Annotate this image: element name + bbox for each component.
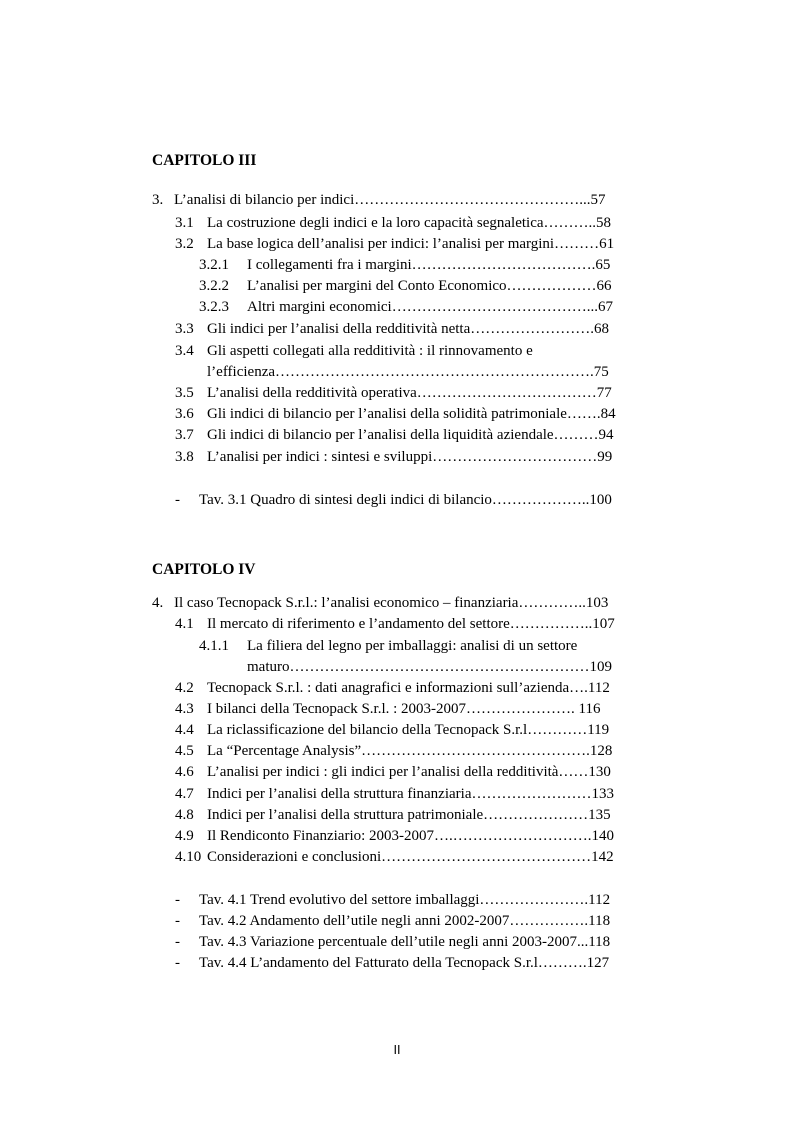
toc-entry-text: La filiera del legno per imballaggi: analisi di un settore [247,638,578,654]
toc-entry [175,723,609,738]
toc-table-entry [175,935,610,950]
toc-entry-text: Considerazioni e conclusioni……………………………………142 [207,849,614,865]
toc-entry-text: L’analisi per indici : gli indici per l’analisi della redditività……130 [207,764,611,780]
toc-entry-number: 4.3 [175,701,194,717]
toc-entry-number: 3.2.1 [199,257,229,273]
toc-entry-text: L’analisi della redditività operativa………………………………77 [207,385,612,401]
page-number: II [393,1043,401,1057]
toc-entry-continuation [247,660,612,675]
toc-entry-text: Tav. 4.4 L’andamento del Fatturato della Tecnopack S.r.l……….127 [199,955,610,971]
toc-entry-number: 4.9 [175,828,194,844]
toc-entry-number: 3.6 [175,406,194,422]
toc-entry-number: 3.2.3 [199,299,229,315]
toc-entry-number: 3.2 [175,236,194,252]
toc-entry-text: Tav. 4.1 Trend evolutivo del settore imballaggi………………….112 [199,892,611,908]
toc-entry [175,407,616,422]
toc-entry-text: Il caso Tecnopack S.r.l.: l’analisi economico – finanziaria…………..103 [174,595,609,611]
toc-table-entry [175,493,612,508]
toc-entry-text: La riclassificazione del bilancio della Tecnopack S.r.l…………119 [207,722,610,738]
toc-entry-number: 3. [152,192,164,208]
toc-entry-number: 3.4 [175,343,194,359]
toc-entry [175,850,614,865]
toc-entry-text: I collegamenti fra i margini……………………………….65 [247,257,611,273]
toc-entry [175,702,600,717]
toc-entry [175,344,533,359]
toc-entry-number: 4.6 [175,764,194,780]
toc-entry [175,617,615,632]
toc-entry-text: Indici per l’analisi della struttura finanziaria……………………133 [207,786,614,802]
toc-entry-number: 4.8 [175,807,194,823]
toc-entry [175,386,612,401]
toc-entry-text: maturo……………………………………………………109 [247,659,612,675]
toc-entry-text: Gli indici per l’analisi della redditività netta…………………….68 [207,321,609,337]
toc-entry-text: Tav. 4.2 Andamento dell’utile negli anni 2002-2007…………….118 [199,913,611,929]
toc-entry [175,450,612,465]
toc-entry [175,765,611,780]
toc-entry-text: La base logica dell’analisi per indici: l’analisi per margini………61 [207,236,615,252]
toc-entry-number: 4.10 [175,849,202,865]
toc-entry-number: 4.2 [175,680,194,696]
toc-entry-continuation [207,365,609,380]
toc-entry [199,258,610,273]
toc-entry [175,237,614,252]
toc-entry-bullet: - [175,492,180,508]
toc-entry-bullet: - [175,955,180,971]
toc-entry-number: 4.1 [175,616,194,632]
toc-entry-text: Tav. 4.3 Variazione percentuale dell’utile negli anni 2003-2007...118 [199,934,611,950]
toc-entry [152,596,608,611]
toc-entry-text: Tecnopack S.r.l. : dati anagrafici e informazioni sull’azienda….112 [207,680,610,696]
toc-entry-text: Altri margini economici…………………………………...67 [247,299,613,315]
toc-entry [175,322,609,337]
toc-entry-number: 4. [152,595,164,611]
chapter-3-title: CAPITOLO III [152,152,257,169]
toc-entry [175,681,610,696]
toc-entry-number: 4.1.1 [199,638,229,654]
toc-entry-text: Il Rendiconto Finanziario: 2003-2007….……………………….140 [207,828,615,844]
toc-table-entry [175,956,609,971]
toc-table-entry [175,914,610,929]
toc-entry-text: Tav. 3.1 Quadro di sintesi degli indici di bilancio………………..100 [199,492,612,508]
toc-table-entry [175,893,610,908]
toc-entry [152,193,605,208]
toc-entry-number: 4.5 [175,743,194,759]
toc-entry-text: La costruzione degli indici e la loro capacità segnaletica………..58 [207,215,612,231]
toc-entry-number: 3.5 [175,385,194,401]
toc-entry-text: Gli indici di bilancio per l’analisi della solidità patrimoniale…….84 [207,406,616,422]
toc-entry [175,216,611,231]
toc-entry-text: Il mercato di riferimento e l’andamento del settore……………..107 [207,616,615,632]
toc-entry [175,829,614,844]
toc-entry [175,428,614,443]
toc-entry-bullet: - [175,913,180,929]
toc-entry-number: 4.7 [175,786,194,802]
toc-entry-bullet: - [175,892,180,908]
toc-entry [175,787,614,802]
toc-entry-text: La “Percentage Analysis”……………………………………….128 [207,743,613,759]
toc-entry [175,808,611,823]
toc-entry-number: 3.8 [175,449,194,465]
toc-entry-number: 4.4 [175,722,194,738]
toc-entry [199,639,577,654]
toc-entry [199,300,613,315]
toc-entry-text: L’analisi per indici : sintesi e sviluppi……………………………99 [207,449,613,465]
toc-entry-text: Gli indici di bilancio per l’analisi della liquidità aziendale………94 [207,427,614,443]
toc-entry [175,744,612,759]
toc-entry-number: 3.1 [175,215,194,231]
toc-entry [199,279,612,294]
toc-entry-number: 3.7 [175,427,194,443]
toc-entry-number: 3.2.2 [199,278,229,294]
chapter-4-title: CAPITOLO IV [152,561,256,578]
toc-entry-text: Gli aspetti collegati alla redditività : il rinnovamento e [207,343,533,359]
toc-entry-number: 3.3 [175,321,194,337]
toc-entry-text: L’analisi di bilancio per indici………………………………………...57 [174,192,606,208]
toc-entry-text: Indici per l’analisi della struttura patrimoniale…………………135 [207,807,611,823]
toc-entry-text: L’analisi per margini del Conto Economico………………66 [247,278,612,294]
toc-entry-text: I bilanci della Tecnopack S.r.l. : 2003-2007…………………. 116 [207,701,601,717]
toc-entry-bullet: - [175,934,180,950]
toc-entry-text: l’efficienza……………………………………………………….75 [207,364,609,380]
